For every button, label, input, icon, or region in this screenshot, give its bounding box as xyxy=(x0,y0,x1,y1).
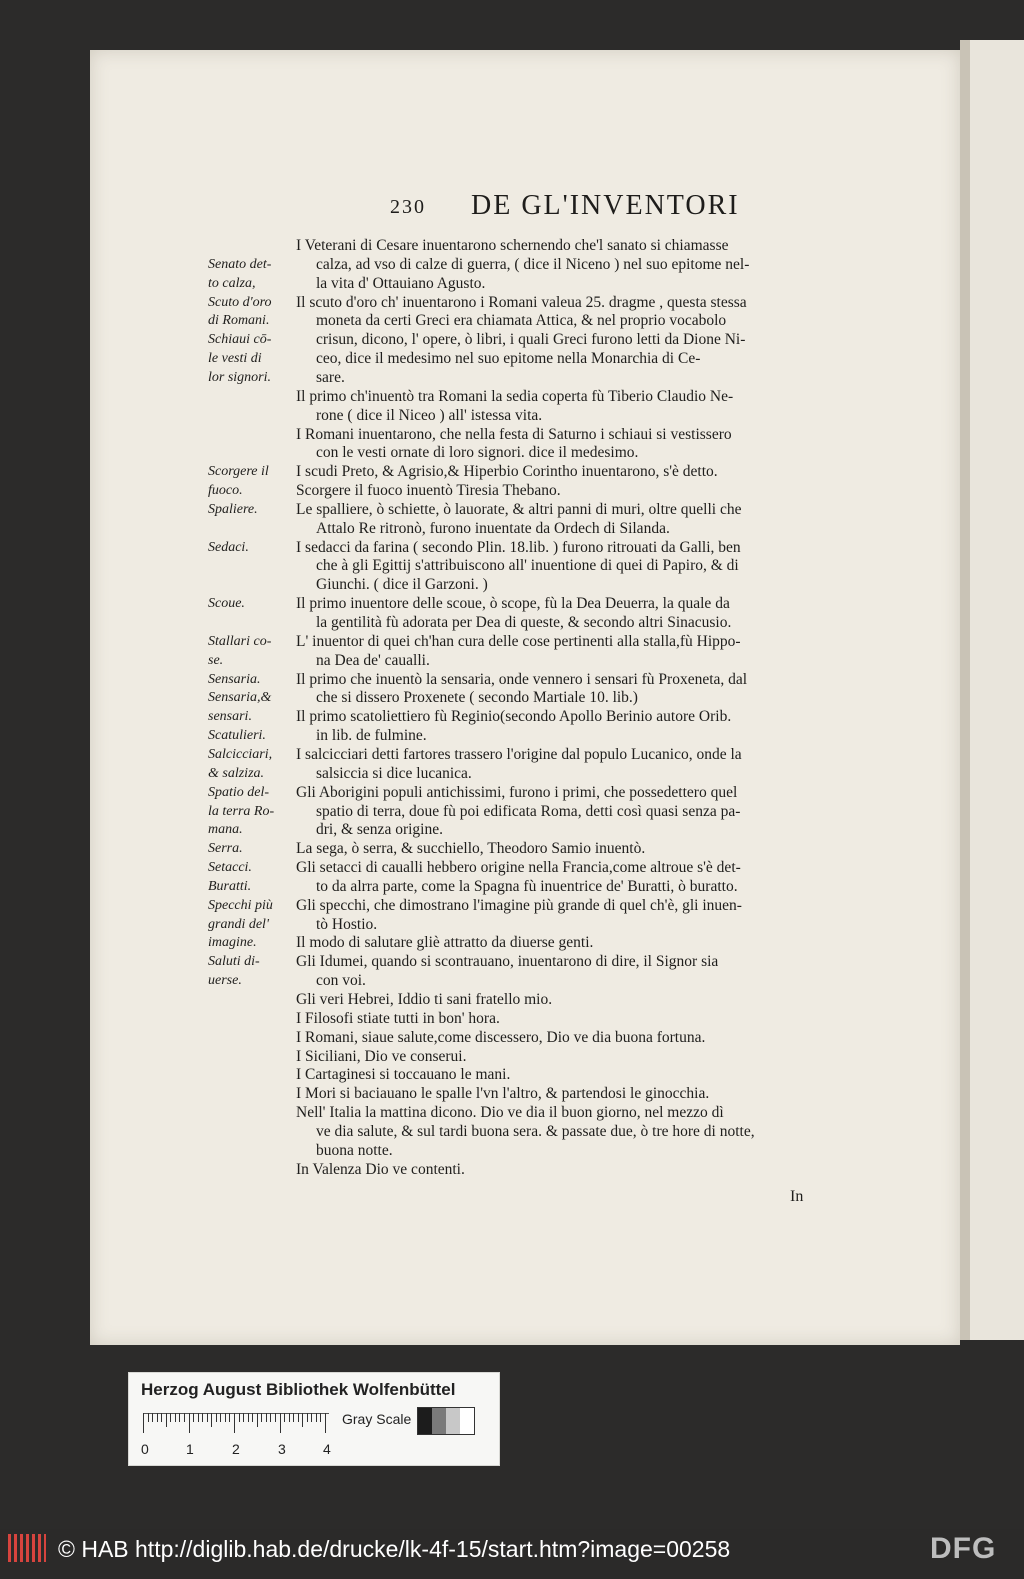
body-text: Attalo Re ritronò, furono inuentate da Ordech di Silanda. xyxy=(316,519,670,537)
text-line xyxy=(90,1010,960,1029)
margin-note: & salziza. xyxy=(208,765,265,781)
margin-note: Sedaci. xyxy=(208,539,249,555)
text-line xyxy=(90,256,960,275)
ruler-tick xyxy=(170,1413,171,1422)
body-text: con voi. xyxy=(316,972,366,990)
body-text: la vita d' Ottauiano Agusto. xyxy=(316,274,486,292)
text-line xyxy=(90,727,960,746)
body-text: Scorgere il fuoco inuentò Tiresia Thebano. xyxy=(296,482,561,500)
text-line xyxy=(90,463,960,482)
body-text: moneta da certi Greci era chiamata Attica, & nel proprio vocabolo xyxy=(316,312,727,330)
catchword: In xyxy=(790,1188,804,1205)
body-text: I scudi Preto, & Agrisio,& Hiperbio Corintho inuentarono, s'è detto. xyxy=(296,463,718,481)
gray-scale-swatches xyxy=(417,1407,475,1435)
ruler-tick xyxy=(175,1413,176,1422)
ruler-tick xyxy=(166,1413,167,1427)
body-text: Le spalliere, ò schiette, ò lauorate, & altri panni di muri, oltre quelli che xyxy=(296,500,742,518)
margin-note: le vesti di xyxy=(208,351,262,367)
margin-note: Sensaria,& xyxy=(208,690,272,706)
ruler-tick xyxy=(152,1413,153,1422)
gray-scale-label: Gray Scale xyxy=(342,1411,412,1427)
margin-note: la terra Ro- xyxy=(208,803,275,819)
margin-note: sensari. xyxy=(208,709,252,725)
text-line xyxy=(90,934,960,953)
ruler-tick xyxy=(325,1413,326,1433)
body-text: dri, & senza origine. xyxy=(316,821,443,839)
ruler-tick xyxy=(248,1413,249,1422)
swatch-light-gray xyxy=(446,1408,460,1434)
margin-note: Sensaria. xyxy=(208,671,261,687)
ruler-tick xyxy=(270,1413,271,1422)
ruler-tick xyxy=(320,1413,321,1422)
ruler-tick xyxy=(280,1413,281,1433)
text-line xyxy=(90,916,960,935)
margin-note: Scoue. xyxy=(208,596,245,612)
body-text: con le vesti ornate di loro signori. dice il medesimo. xyxy=(316,444,639,462)
running-header xyxy=(390,190,860,224)
body-text: Gli Aborigini populi antichissimi, furono i primi, che possedettero quel xyxy=(296,783,738,801)
body-text: Il primo scatoliettiero fù Reginio(secondo Apollo Berinio autore Orib. xyxy=(296,708,732,726)
body-text: Gli specchi, che dimostrano l'imagine più grande di quel ch'è, gli inuen- xyxy=(296,896,742,914)
ruler-tick xyxy=(207,1413,208,1422)
ruler-tick xyxy=(148,1413,149,1422)
body-text: Il primo che inuentò la sensaria, onde vennero i sensari fù Proxeneta, dal xyxy=(296,670,748,688)
body-text: Nell' Italia la mattina dicono. Dio ve dia il buon giorno, nel mezzo dì xyxy=(296,1104,724,1122)
margin-note: Scorgere il xyxy=(208,464,269,480)
ruler-tick xyxy=(220,1413,221,1422)
ruler-tick xyxy=(239,1413,240,1422)
body-text: I sedacci da farina ( secondo Plin. 18.lib. ) furono ritrouati da Galli, ben xyxy=(296,538,741,556)
body-text: che si dissero Proxenete ( secondo Martiale 10. lib.) xyxy=(316,689,638,707)
margin-note: Spatio del- xyxy=(208,784,270,800)
margin-note: mana. xyxy=(208,822,243,838)
body-text: crisun, dicono, l' opere, ò libri, i quali Greci furono letti da Dione Ni- xyxy=(316,331,746,349)
text-line xyxy=(90,840,960,859)
text-line xyxy=(90,520,960,539)
margin-note: di Romani. xyxy=(208,313,270,329)
library-name: Herzog August Bibliothek Wolfenbüttel xyxy=(141,1380,456,1399)
swatch-black xyxy=(418,1408,432,1434)
text-line xyxy=(90,1029,960,1048)
text-line xyxy=(90,765,960,784)
body-text: Giunchi. ( dice il Garzoni. ) xyxy=(316,576,488,594)
ruler-number: 1 xyxy=(186,1441,194,1457)
ruler-tick xyxy=(243,1413,244,1422)
ruler-tick xyxy=(161,1413,162,1422)
ruler-tick xyxy=(234,1413,235,1433)
body-text: na Dea de' caualli. xyxy=(316,651,430,669)
body-text: che à gli Egittij s'attribuiscono all' inuentione di quei di Papiro, & di xyxy=(316,557,739,575)
body-text: Gli veri Hebrei, Iddio ti sani fratello mio. xyxy=(296,991,553,1008)
ruler-tick xyxy=(216,1413,217,1422)
ruler-tick xyxy=(229,1413,230,1422)
margin-note: fuoco. xyxy=(208,483,243,499)
ruler-tick xyxy=(198,1413,199,1422)
ruler-number: 4 xyxy=(323,1441,331,1457)
text-line xyxy=(90,350,960,369)
margin-note: Spaliere. xyxy=(208,501,258,517)
text-line xyxy=(90,331,960,350)
margin-note: Specchi più xyxy=(208,897,273,913)
margin-note: lor signori. xyxy=(208,369,272,385)
body-text: salsiccia si dice lucanica. xyxy=(316,764,472,782)
text-line xyxy=(90,388,960,407)
ruler-number: 0 xyxy=(141,1441,149,1457)
text-line xyxy=(90,595,960,614)
text-line xyxy=(90,652,960,671)
margin-note: uerse. xyxy=(208,973,242,989)
ruler-tick xyxy=(202,1413,203,1422)
text-line xyxy=(90,237,960,256)
ruler-tick xyxy=(184,1413,185,1422)
ruler-tick xyxy=(266,1413,267,1422)
margin-note: grandi del' xyxy=(208,916,269,932)
ruler-tick xyxy=(143,1413,144,1433)
margin-note: Salcicciari, xyxy=(208,746,273,762)
ruler-tick xyxy=(293,1413,294,1422)
text-line xyxy=(90,576,960,595)
body-text: I Siciliani, Dio ve conserui. xyxy=(296,1047,467,1065)
body-text: ve dia salute, & sul tardi buona sera. & passate due, ò tre hore di notte, xyxy=(316,1122,755,1140)
margin-note: Setacci. xyxy=(208,860,252,876)
ruler-tick xyxy=(211,1413,212,1427)
text-line xyxy=(90,294,960,313)
ruler-number: 3 xyxy=(278,1441,286,1457)
margin-note: Serra. xyxy=(208,841,243,857)
text-line xyxy=(90,614,960,633)
text-line xyxy=(90,708,960,727)
text-line xyxy=(90,803,960,822)
body-text: Il primo ch'inuentò tra Romani la sedia coperta fù Tiberio Claudio Ne- xyxy=(296,387,734,405)
body-text: Gli setacci di caualli hebbero origine nella Francia,come altroue s'è det- xyxy=(296,859,741,877)
swatch-white xyxy=(460,1408,474,1434)
body-text: sare. xyxy=(316,368,345,386)
ruler-tick xyxy=(257,1413,258,1427)
copyright-link[interactable]: © HAB http://diglib.hab.de/drucke/lk-4f-15/start.htm?image=00258 xyxy=(58,1536,731,1562)
text-line xyxy=(90,407,960,426)
text-line xyxy=(90,1142,960,1161)
margin-note: Scatulieri. xyxy=(208,728,266,744)
body-text: buona notte. xyxy=(316,1141,393,1159)
text-line xyxy=(90,482,960,501)
text-line xyxy=(90,821,960,840)
book-page xyxy=(90,50,960,1345)
text-line xyxy=(90,426,960,445)
text-line xyxy=(90,275,960,294)
body-text: Gli Idumei, quando si scontrauano, inuentarono di dire, il Signor sia xyxy=(296,953,719,971)
ruler-tick xyxy=(275,1413,276,1422)
text-line xyxy=(90,501,960,520)
ruler-tick xyxy=(225,1413,226,1422)
ruler-tick xyxy=(302,1413,303,1427)
swatch-dark-gray xyxy=(432,1408,446,1434)
ruler-tick xyxy=(316,1413,317,1422)
margin-note: Schiaui cō- xyxy=(208,332,272,348)
margin-note: se. xyxy=(208,652,224,668)
ruler-tick xyxy=(289,1413,290,1422)
ruler-tick xyxy=(189,1413,190,1433)
text-line xyxy=(90,444,960,463)
text-line xyxy=(90,633,960,652)
ruler-tick xyxy=(179,1413,180,1422)
margin-note: Senato det- xyxy=(208,256,272,272)
body-text: rone ( dice il Niceo ) all' istessa vita. xyxy=(316,406,543,424)
ruler-tick xyxy=(311,1413,312,1422)
body-text: I Romani inuentarono, che nella festa di Saturno i schiaui si vestissero xyxy=(296,425,732,443)
text-line xyxy=(90,897,960,916)
hab-barcode-icon xyxy=(8,1534,46,1562)
text-line xyxy=(90,369,960,388)
scale-ruler xyxy=(143,1413,333,1433)
body-text: ceo, dice il medesimo nel suo epitome nella Monarchia di Ce- xyxy=(316,350,701,368)
body-text: spatio di terra, doue fù poi edificata Roma, detti così quasi senza pa- xyxy=(316,802,741,820)
margin-note: Buratti. xyxy=(208,878,252,894)
page-gutter-shadow xyxy=(960,40,970,1340)
body-text: I salcicciari detti fartores trassero l'origine dal populo Lucanico, onde la xyxy=(296,745,742,763)
text-line xyxy=(90,1048,960,1067)
body-text: L' inuentor di quei ch'han cura delle cose pertinenti alla stalla,fù Hippo- xyxy=(296,632,741,650)
text-line xyxy=(90,859,960,878)
text-line xyxy=(90,1123,960,1142)
text-line xyxy=(90,746,960,765)
text-line xyxy=(90,671,960,690)
margin-note: to calza, xyxy=(208,275,256,291)
margin-note: imagine. xyxy=(208,935,257,951)
body-text: Il modo di salutare gliè attratto da diuerse genti. xyxy=(296,934,594,952)
body-text: la gentilità fù adorata per Dea di queste, & secondo altri Sinacusio. xyxy=(316,614,732,631)
text-line xyxy=(90,784,960,803)
ruler-tick xyxy=(252,1413,253,1422)
margin-note: Stallari co- xyxy=(208,633,272,649)
text-line xyxy=(90,1066,960,1085)
page-number: 230 xyxy=(390,196,426,219)
text-line xyxy=(90,953,960,972)
body-text: I Veterani di Cesare inuentarono schernendo che'l sanato si chiamasse xyxy=(296,237,729,254)
text-line xyxy=(90,689,960,708)
ruler-tick xyxy=(157,1413,158,1422)
text-line xyxy=(90,539,960,558)
ruler-tick xyxy=(284,1413,285,1422)
body-text: I Filosofi stiate tutti in bon' hora. xyxy=(296,1009,500,1027)
text-line xyxy=(90,557,960,576)
body-text: La sega, ò serra, & succhiello, Theodoro Samio inuentò. xyxy=(296,840,646,858)
text-line xyxy=(90,972,960,991)
text-line xyxy=(90,1104,960,1123)
ruler-tick xyxy=(307,1413,308,1422)
body-text: calza, ad vso di calze di guerra, ( dice il Niceno ) nel suo epitome nel- xyxy=(316,255,750,273)
body-text: in lib. de fulmine. xyxy=(316,727,427,745)
margin-note: Scuto d'oro xyxy=(208,294,272,310)
running-head: DE GL'INVENTORI xyxy=(471,190,740,221)
text-line xyxy=(90,1161,960,1180)
body-text: I Romani, siaue salute,come discessero, Dio ve dia buona fortuna. xyxy=(296,1028,706,1046)
margin-note: Saluti di- xyxy=(208,954,260,970)
color-calibration-card xyxy=(128,1372,500,1466)
body-text: I Mori si baciauano le spalle l'vn l'altro, & partendosi le ginocchia. xyxy=(296,1085,710,1103)
body-text: tò Hostio. xyxy=(316,915,378,933)
dfg-logo: DFG xyxy=(930,1532,997,1565)
body-text: I Cartaginesi si toccauano le mani. xyxy=(296,1066,511,1084)
body-text: Il scuto d'oro ch' inuentarono i Romani valeua 25. dragme , questa stessa xyxy=(296,293,747,311)
ruler-number: 2 xyxy=(232,1441,240,1457)
text-line xyxy=(90,1085,960,1104)
body-text: In Valenza Dio ve contenti. xyxy=(296,1160,465,1178)
body-text: to da alrra parte, come la Spagna fù inuentrice de' Buratti, ò buratto. xyxy=(316,877,738,895)
body-text: Il primo inuentore delle scoue, ò scope, fù la Dea Deuerra, la quale da xyxy=(296,595,730,613)
ruler-tick xyxy=(193,1413,194,1422)
text-line xyxy=(90,991,960,1010)
text-line xyxy=(90,312,960,331)
ruler-tick xyxy=(261,1413,262,1422)
ruler-tick xyxy=(298,1413,299,1422)
text-line xyxy=(90,878,960,897)
